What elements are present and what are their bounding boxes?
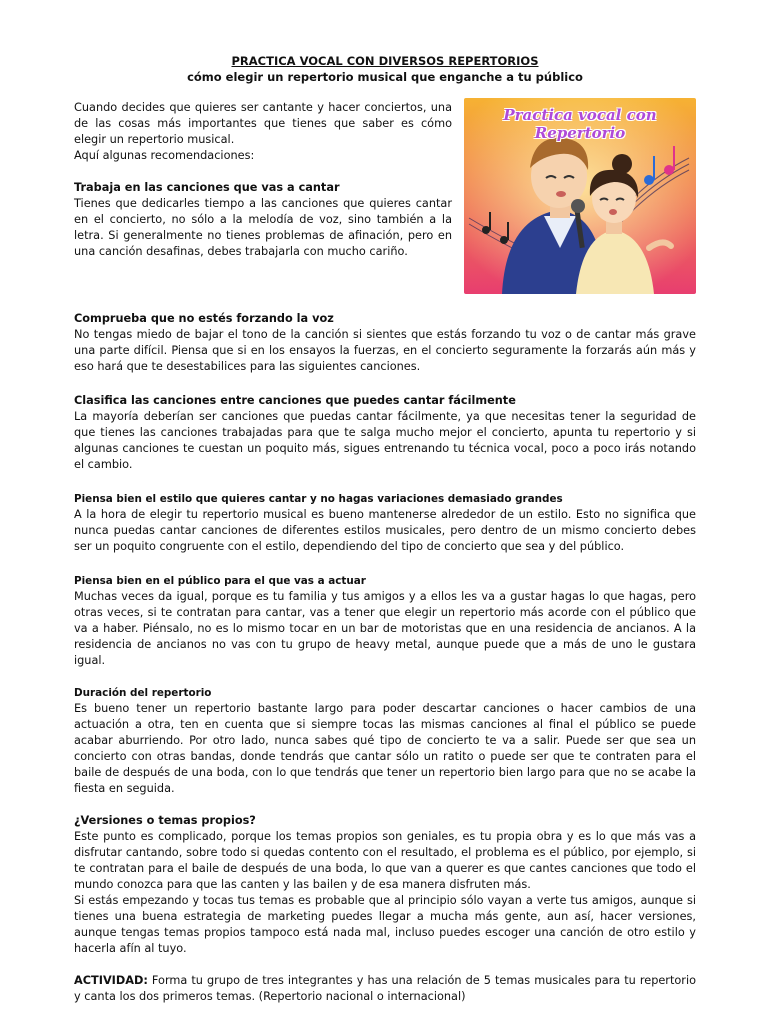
activity-block <box>74 973 696 1005</box>
intro-text <box>74 100 452 260</box>
intro-line: Aquí algunas recomendaciones: <box>74 149 255 162</box>
activity-instructions: Forma tu grupo de tres integrantes y has una relación de 5 temas musicales para tu repertorio y canta los dos primeros temas. (Repertorio nacional o internacional) <box>74 974 696 1003</box>
section-heading: Duración del repertorio <box>74 687 212 699</box>
illustration-caption: Practica vocal con Repertorio <box>503 106 657 142</box>
intro-paragraph: Cuando decides que quieres ser cantante y hacer conciertos, una de las cosas más importantes que tienes que saber es cómo elegir un repertorio musical. <box>74 101 452 146</box>
section-body: A la hora de elegir tu repertorio musical es bueno mantenerse alrededor de un estilo. Esto no significa que nunca puedas cantar canciones de diferentes estilos musicales, pero dentro de un mismo concierto debes ser un poquito congruente con el estilo, dependiendo del tipo de concierto que sea y del público. <box>74 508 696 553</box>
intro-block <box>74 100 696 296</box>
section-body: No tengas miedo de bajar el tono de la canción si sientes que estás forzando tu voz o de cantar más grave una parte difícil. Piensa que si en los ensayos la fuerzas, en el concierto seguramente la forzarás aún más y eso hará que te desestabilices para las siguientes canciones. <box>74 328 696 373</box>
section-body-2: Si estás empezando y tocas tus temas es probable que al principio sólo vayan a verte tus amigos, aunque si tienes una buena estrategia de marketing puedes llegar a mucha más gente, aun así, hacer versiones, aunque tengas temas propios tampoco está nada mal, incluso puedes escoger una canción de otro estilo y hacerla afín al tuyo. <box>74 894 696 955</box>
section-versions <box>74 813 696 957</box>
page-title: PRACTICA VOCAL CON DIVERSOS REPERTORIOS <box>231 54 539 68</box>
section-body: Muchas veces da igual, porque es tu familia y tus amigos y a ellos les va a gustar hagas lo que hagas, pero otras veces, si te contratan para cantar, vas a tener que elegir un repertorio más acorde con el público que va a haber. Piénsalo, no es lo mismo tocar en un bar de motoristas que en una residencia de ancianos. A la residencia de ancianos no vas con tu grupo de heavy metal, aunque puede que a más de uno le gustara igual. <box>74 590 696 667</box>
activity-label: ACTIVIDAD: <box>74 974 148 987</box>
section-style <box>74 491 696 555</box>
section-classify <box>74 393 696 473</box>
activity-text <box>74 973 696 1005</box>
section-body: La mayoría deberían ser canciones que puedas cantar fácilmente, ya que necesitas tener la seguridad de que tienes las canciones trabajadas para que te salga mucho mejor el concierto, apunta tu repertorio y si algunas canciones te cuestan un poquito más, sigues entrenando tu técnica vocal, poco a poco irás notando el cambio. <box>74 410 696 471</box>
section-heading: Piensa bien en el público para el que vas a actuar <box>74 575 366 587</box>
section-duration <box>74 685 696 797</box>
section-heading: Comprueba que no estés forzando la voz <box>74 312 334 325</box>
section-heading: ¿Versiones o temas propios? <box>74 814 256 827</box>
singers-illustration <box>464 98 696 294</box>
section-heading: Piensa bien el estilo que quieres cantar y no hagas variaciones demasiado grandes <box>74 493 563 505</box>
section-body: Tienes que dedicarles tiempo a las canciones que quieres cantar en el concierto, no sólo a la melodía de voz, sino también a la letra. Si generalmente no tienes problemas de afinación, pero en una canción desafinas, debes trabajarla con mucho cariño. <box>74 197 452 258</box>
page-subtitle: cómo elegir un repertorio musical que enganche a tu público <box>187 70 583 84</box>
document-page <box>74 50 696 1005</box>
section-body: Es bueno tener un repertorio bastante largo para poder descartar canciones o hacer cambios de una actuación a otra, ten en cuenta que si siempre tocas las mismas canciones al final el público se puede acabar aburriendo. Por otro lado, nunca sabes qué tipo de concierto te va a salir. Puede ser que sea un concierto con otras bandas, donde tendrás que cantar sólo un ratito o puede ser que te contraten para el baile de después de una boda, con lo que tendrás que tener un repertorio bien largo para que no se acabe la fiesta en seguida. <box>74 702 696 795</box>
section-body: Este punto es complicado, porque los temas propios son geniales, es tu propia obra y es lo que más vas a disfrutar cantando, sobre todo si quedas contento con el resultado, el problema es el público, por ejemplo, si te contratan para el baile de después de una boda, lo que van a querer es que cantes canciones que todo el mundo conozca para que las canten y las bailen y de esa manera disfruten más. <box>74 830 696 891</box>
section-heading: Trabaja en las canciones que vas a cantar <box>74 181 340 194</box>
section-voice <box>74 311 696 375</box>
section-audience <box>74 573 696 669</box>
section-heading: Clasifica las canciones entre canciones que puedes cantar fácilmente <box>74 394 516 407</box>
